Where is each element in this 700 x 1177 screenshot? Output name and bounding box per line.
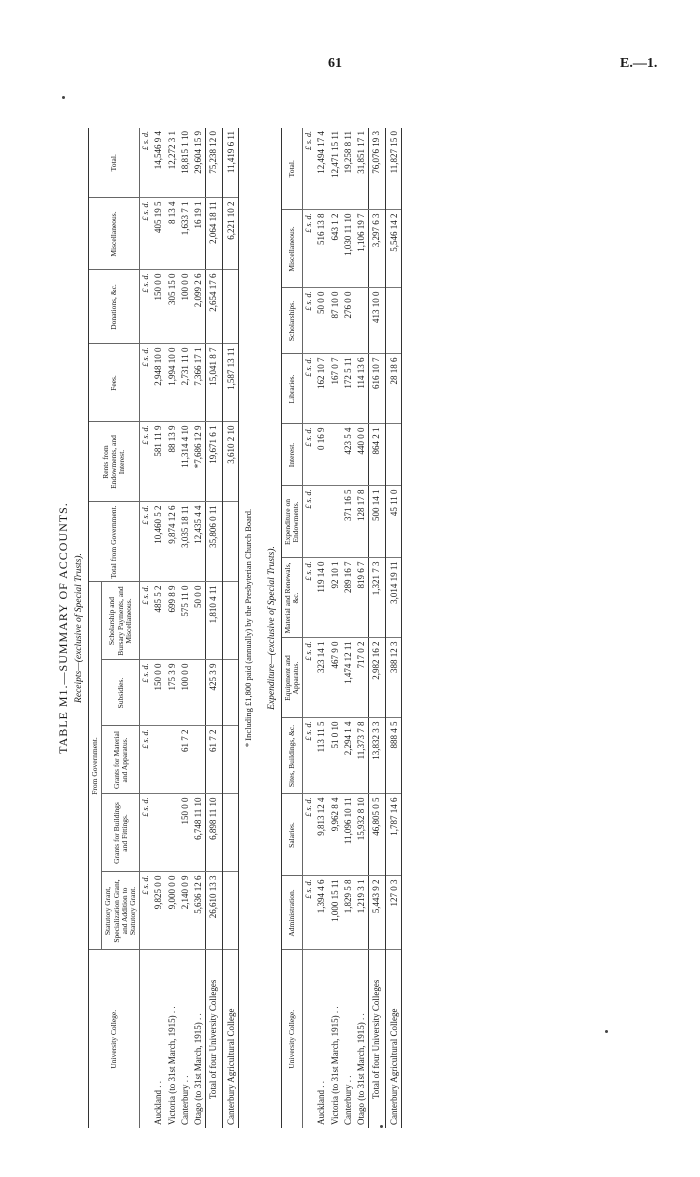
total-row: [206, 128, 222, 1128]
col-header: Statutory Grant, Specialization Grant, and Addition to Statutory Grant.: [102, 872, 140, 950]
amount-cell: 1,633 7 1: [179, 198, 192, 270]
amount-cell: £ s. d.: [303, 210, 316, 288]
amount-cell: £ s. d.: [303, 288, 316, 354]
amount-cell: 864 2 1: [369, 424, 385, 486]
amount-cell: 717 0 2: [355, 638, 369, 718]
amount-cell: 1,474 12 11: [342, 638, 355, 718]
row-label: [140, 950, 153, 1128]
amount-cell: 413 10 0: [369, 288, 385, 354]
amount-cell: 6,221 10 2: [222, 198, 238, 270]
amount-cell: 6,898 11 10: [206, 794, 222, 872]
amount-cell: [222, 794, 238, 872]
amount-cell: 1,000 15 11: [329, 876, 342, 950]
amount-cell: [385, 288, 401, 354]
amount-cell: 1,321 7 3: [369, 558, 385, 638]
amount-cell: 2,731 11 0: [179, 344, 192, 422]
amount-cell: 1,810 4 11: [206, 582, 222, 660]
amount-cell: £ s. d.: [140, 270, 153, 344]
amount-cell: £ s. d.: [303, 354, 316, 424]
amount-cell: 7,366 17 1: [192, 344, 206, 422]
amount-cell: 15,932 8 10: [355, 794, 369, 876]
expenditure-subtitle: Expenditure—(exclusive of Special Trusts).: [266, 546, 277, 710]
amount-cell: £ s. d.: [140, 502, 153, 582]
row-label: Victoria (to 31st March, 1915) . .: [166, 950, 179, 1128]
row-label: Total of four University Colleges: [206, 950, 222, 1128]
amount-cell: 11,827 15 0: [385, 128, 401, 210]
page-number: 61: [328, 56, 342, 71]
row-label: Canterbury . .: [342, 950, 355, 1128]
unit-row: [140, 128, 153, 1128]
amount-cell: 1,994 10 0: [166, 344, 179, 422]
scan-mark: [62, 96, 65, 99]
col-header: Grants for Material and Apparatus.: [102, 726, 140, 794]
amount-cell: 150 0 0: [152, 660, 165, 726]
amount-cell: 11,419 6 11: [222, 128, 238, 198]
col-header: Total.: [281, 128, 303, 210]
amount-cell: 19,671 6 1: [206, 422, 222, 502]
col-header: University College.: [89, 950, 140, 1128]
amount-cell: 3,610 2 10: [222, 422, 238, 502]
amount-cell: £ s. d.: [303, 876, 316, 950]
group-header: From Government.: [89, 582, 102, 950]
table-row: [342, 128, 355, 1128]
col-header: Scholarship and Bursary Payments, and Miscellaneous.: [102, 582, 140, 660]
amount-cell: 1,106 19 7: [355, 210, 369, 288]
amount-cell: 5,443 9 2: [369, 876, 385, 950]
amount-cell: £ s. d.: [140, 660, 153, 726]
amount-cell: £ s. d.: [303, 718, 316, 794]
rotated-table-area: [30, 108, 670, 1148]
amount-cell: 45 11 0: [385, 486, 401, 558]
amount-cell: 119 14 0: [315, 558, 328, 638]
amount-cell: 100 0 0: [179, 270, 192, 344]
amount-cell: 1,394 4 6: [315, 876, 328, 950]
amount-cell: 51 0 10: [329, 718, 342, 794]
row-label: Canterbury Agricultural College: [222, 950, 238, 1128]
expenditure-table: [281, 128, 402, 1128]
col-header: Miscellaneous.: [281, 210, 303, 288]
amount-cell: £ s. d.: [140, 198, 153, 270]
amount-cell: [329, 424, 342, 486]
col-header: Rents from Endowments, and Interest.: [89, 422, 140, 502]
amount-cell: £ s. d.: [303, 558, 316, 638]
col-header: Scholarships.: [281, 288, 303, 354]
amount-cell: 50 0 0: [315, 288, 328, 354]
amount-cell: 15,041 8 7: [206, 344, 222, 422]
amount-cell: 9,874 12 6: [166, 502, 179, 582]
amount-cell: [192, 660, 206, 726]
amount-cell: 167 0 7: [329, 354, 342, 424]
amount-cell: 2,064 18 11: [206, 198, 222, 270]
amount-cell: 8 13 4: [166, 198, 179, 270]
amount-cell: 0 16 9: [315, 424, 328, 486]
col-header: Grants for Buildings and Fittings.: [102, 794, 140, 872]
amount-cell: [166, 794, 179, 872]
amount-cell: 516 13 8: [315, 210, 328, 288]
amount-cell: 76,076 19 3: [369, 128, 385, 210]
amount-cell: [355, 288, 369, 354]
col-header: Salaries.: [281, 794, 303, 876]
receipts-footnote: * Including £1,800 paid (annually) by the Presbyterian Church Board.: [242, 508, 253, 748]
amount-cell: 175 3 9: [166, 660, 179, 726]
amount-cell: £ s. d.: [303, 424, 316, 486]
amount-cell: 616 10 7: [369, 354, 385, 424]
amount-cell: 371 16 5: [342, 486, 355, 558]
amount-cell: 10,460 5 2: [152, 502, 165, 582]
col-header: Miscellaneous.: [89, 198, 140, 270]
amount-cell: [222, 582, 238, 660]
amount-cell: 2,140 0 9: [179, 872, 192, 950]
amount-cell: 162 10 7: [315, 354, 328, 424]
amount-cell: 423 5 4: [342, 424, 355, 486]
amount-cell: 3,035 18 11: [179, 502, 192, 582]
row-label: Otago (to 31st March, 1915) . .: [355, 950, 369, 1128]
row-label: Canterbury Agricultural College: [385, 950, 401, 1128]
amount-cell: 26,610 13 3: [206, 872, 222, 950]
amount-cell: 11,096 10 11: [342, 794, 355, 876]
amount-cell: 50 0 0: [192, 582, 206, 660]
col-header: University College.: [281, 950, 303, 1128]
amount-cell: 425 3 9: [206, 660, 222, 726]
amount-cell: 500 14 1: [369, 486, 385, 558]
amount-cell: 28 18 6: [385, 354, 401, 424]
amount-cell: 6,748 11 10: [192, 794, 206, 872]
amount-cell: [222, 872, 238, 950]
row-label: Total of four University Colleges: [369, 950, 385, 1128]
amount-cell: £ s. d.: [140, 582, 153, 660]
amount-cell: 11,373 7 8: [355, 718, 369, 794]
amount-cell: 888 4 5: [385, 718, 401, 794]
amount-cell: 13,832 3 3: [369, 718, 385, 794]
amount-cell: 9,825 0 0: [152, 872, 165, 950]
amount-cell: 388 12 3: [385, 638, 401, 718]
amount-cell: 14,546 9 4: [152, 128, 165, 198]
table-row: [166, 128, 179, 1128]
table-row: [355, 128, 369, 1128]
amount-cell: [385, 424, 401, 486]
table-row: [315, 128, 328, 1128]
amount-cell: 128 17 8: [355, 486, 369, 558]
col-header: Interest.: [281, 424, 303, 486]
amount-cell: [329, 486, 342, 558]
col-header: Material and Renewals, &c.: [281, 558, 303, 638]
table-row: [179, 128, 192, 1128]
amount-cell: 100 0 0: [179, 660, 192, 726]
amount-cell: 92 10 1: [329, 558, 342, 638]
amount-cell: 5,636 12 6: [192, 872, 206, 950]
amount-cell: 19,258 8 11: [342, 128, 355, 210]
row-label: Auckland . .: [315, 950, 328, 1128]
amount-cell: 1,587 13 11: [222, 344, 238, 422]
amount-cell: 1,219 3 1: [355, 876, 369, 950]
amount-cell: 485 5 2: [152, 582, 165, 660]
col-header: Fees.: [89, 344, 140, 422]
amount-cell: 276 0 0: [342, 288, 355, 354]
amount-cell: 2,099 2 6: [192, 270, 206, 344]
amount-cell: 467 9 0: [329, 638, 342, 718]
amount-cell: 2,294 1 4: [342, 718, 355, 794]
amount-cell: £ s. d.: [140, 422, 153, 502]
amount-cell: 819 6 7: [355, 558, 369, 638]
row-label: Otago (to 31st March, 1915) . .: [192, 950, 206, 1128]
amount-cell: 643 1 2: [329, 210, 342, 288]
amount-cell: 35,806 0 11: [206, 502, 222, 582]
row-label: [303, 950, 316, 1128]
amount-cell: £ s. d.: [303, 128, 316, 210]
col-header: Donations, &c.: [89, 270, 140, 344]
amount-cell: £ s. d.: [140, 128, 153, 198]
amount-cell: 12,471 15 11: [329, 128, 342, 210]
row-label: Auckland . .: [152, 950, 165, 1128]
amount-cell: 127 0 3: [385, 876, 401, 950]
col-header: Sites, Buildings, &c.: [281, 718, 303, 794]
amount-cell: 31,851 17 1: [355, 128, 369, 210]
amount-cell: 18,815 1 10: [179, 128, 192, 198]
table-title: TABLE M1.—SUMMARY OF ACCOUNTS.: [56, 502, 70, 754]
amount-cell: 9,000 0 0: [166, 872, 179, 950]
table-row: [329, 128, 342, 1128]
amount-cell: 12,272 3 1: [166, 128, 179, 198]
amount-cell: 61 7 2: [206, 726, 222, 794]
amount-cell: 289 16 7: [342, 558, 355, 638]
amount-cell: 3,297 6 3: [369, 210, 385, 288]
amount-cell: *7,686 12 9: [192, 422, 206, 502]
amount-cell: 1,787 14 6: [385, 794, 401, 876]
amount-cell: £ s. d.: [140, 726, 153, 794]
amount-cell: 150 0 0: [152, 270, 165, 344]
amount-cell: [222, 660, 238, 726]
row-label: Canterbury . .: [179, 950, 192, 1128]
amount-cell: 12,435 4 4: [192, 502, 206, 582]
amount-cell: 323 14 1: [315, 638, 328, 718]
amount-cell: £ s. d.: [303, 794, 316, 876]
amount-cell: 9,813 12 4: [315, 794, 328, 876]
amount-cell: 1,829 5 8: [342, 876, 355, 950]
document-reference: E.—1.: [620, 56, 658, 71]
amount-cell: 9,962 8 4: [329, 794, 342, 876]
amount-cell: 61 7 2: [179, 726, 192, 794]
amount-cell: [315, 486, 328, 558]
amount-cell: 75,238 12 0: [206, 128, 222, 198]
unit-row: [303, 128, 316, 1128]
receipts-table: [88, 128, 239, 1128]
amount-cell: 88 13 9: [166, 422, 179, 502]
col-header: Total from Government.: [89, 502, 140, 582]
amount-cell: [152, 794, 165, 872]
amount-cell: £ s. d.: [140, 794, 153, 872]
amount-cell: [222, 270, 238, 344]
amount-cell: £ s. d.: [140, 344, 153, 422]
row-label: Victoria (to 31st March, 1915) . .: [329, 950, 342, 1128]
col-header: Total.: [89, 128, 140, 198]
amount-cell: 11,314 4 10: [179, 422, 192, 502]
amount-cell: 12,494 17 4: [315, 128, 328, 210]
amount-cell: [192, 726, 206, 794]
amount-cell: 2,982 16 2: [369, 638, 385, 718]
amount-cell: 405 19 5: [152, 198, 165, 270]
col-header: Equipment and Apparatus.: [281, 638, 303, 718]
amount-cell: 172 5 11: [342, 354, 355, 424]
amount-cell: 581 11 9: [152, 422, 165, 502]
amount-cell: 5,546 14 2: [385, 210, 401, 288]
amount-cell: 114 13 6: [355, 354, 369, 424]
amount-cell: [166, 726, 179, 794]
amount-cell: 150 0 0: [179, 794, 192, 872]
amount-cell: 87 10 0: [329, 288, 342, 354]
amount-cell: £ s. d.: [140, 872, 153, 950]
col-header: Administration.: [281, 876, 303, 950]
amount-cell: 440 0 0: [355, 424, 369, 486]
amount-cell: 3,014 19 11: [385, 558, 401, 638]
agricultural-college-row: [222, 128, 238, 1128]
amount-cell: 575 11 0: [179, 582, 192, 660]
amount-cell: 113 11 5: [315, 718, 328, 794]
agricultural-college-row: [385, 128, 401, 1128]
amount-cell: [222, 502, 238, 582]
amount-cell: 2,654 17 6: [206, 270, 222, 344]
col-header: Expenditure on Endowments.: [281, 486, 303, 558]
amount-cell: £ s. d.: [303, 638, 316, 718]
amount-cell: 1,030 11 10: [342, 210, 355, 288]
amount-cell: £ s. d.: [303, 486, 316, 558]
col-header: Libraries.: [281, 354, 303, 424]
amount-cell: 16 19 1: [192, 198, 206, 270]
amount-cell: [152, 726, 165, 794]
amount-cell: 2,948 10 0: [152, 344, 165, 422]
amount-cell: 305 15 0: [166, 270, 179, 344]
table-row: [152, 128, 165, 1128]
receipts-subtitle: Receipts—(exclusive of Special Trusts).: [74, 553, 84, 703]
table-row: [192, 128, 206, 1128]
amount-cell: 699 8 9: [166, 582, 179, 660]
amount-cell: 29,604 15 9: [192, 128, 206, 198]
col-header: Subsidies.: [102, 660, 140, 726]
amount-cell: 46,805 0 5: [369, 794, 385, 876]
amount-cell: [222, 726, 238, 794]
total-row: [369, 128, 385, 1128]
